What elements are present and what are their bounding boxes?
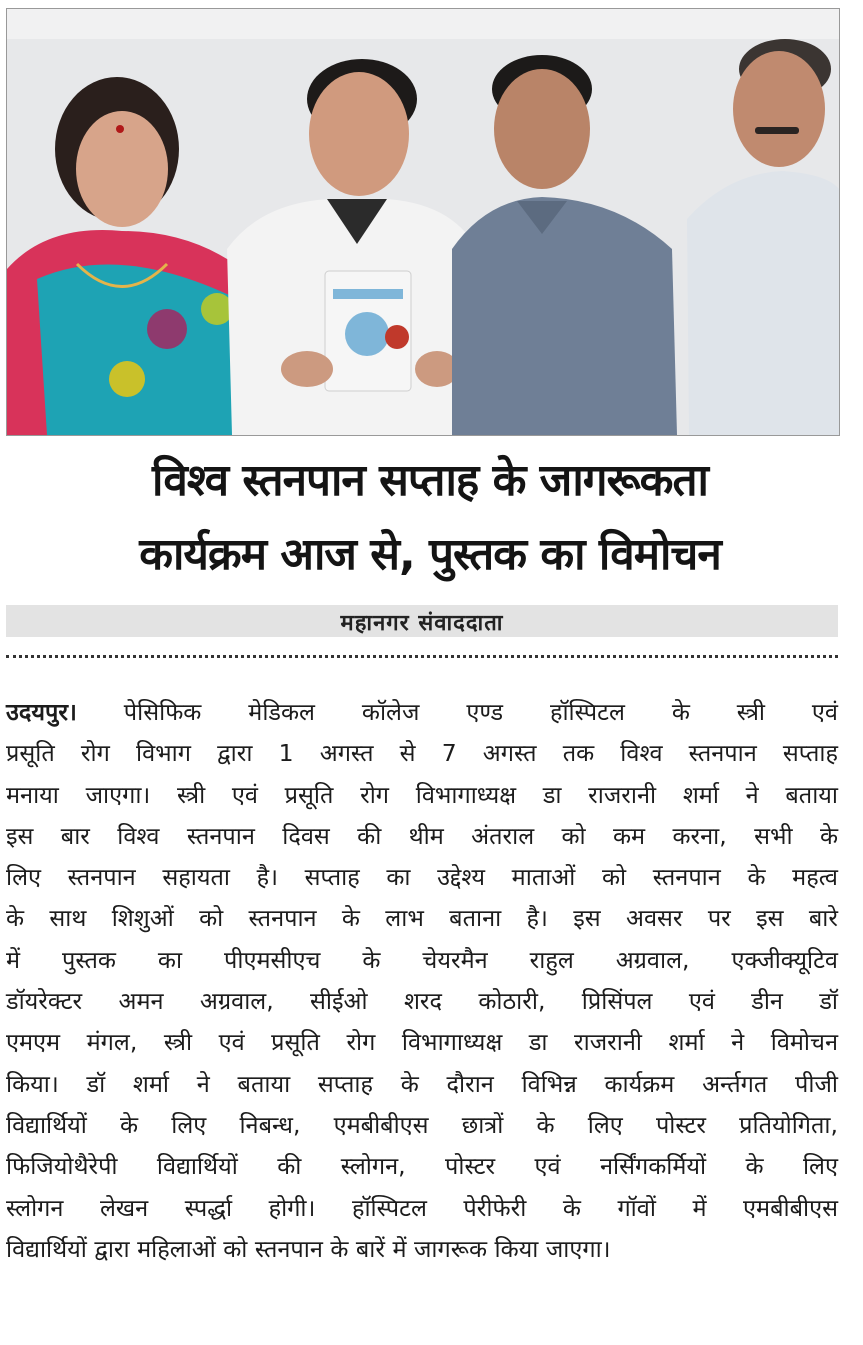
article-line: लिए स्तनपान सहायता है। सप्ताह का उद्देश्य माताओं को स्तनपान के महत्व — [6, 863, 838, 892]
byline: महानगर संवाददाता — [340, 611, 504, 636]
article-line-text: पेसिफिक मेडिकल कॉलेज एण्ड हॉस्पिटल के स्त्री एवं — [76, 698, 838, 726]
dateline: उदयपुर। — [6, 698, 77, 726]
headline-line-2: कार्यक्रम आज से, पुस्तक का विमोचन — [139, 529, 721, 580]
headline-line-1: विश्व स्तनपान सप्ताह के जागरूकता — [152, 455, 708, 506]
article-line: मनाया जाएगा। स्त्री एवं प्रसूति रोग विभागाध्यक्ष डा राजरानी शर्मा ने बताया — [6, 780, 838, 809]
article-line: फिजियोथैरेपी विद्यार्थियों की स्लोगन, पोस्टर एवं नर्सिंगकर्मियों के लिए — [6, 1152, 838, 1181]
dotted-divider — [6, 655, 838, 658]
article-line — [6, 692, 838, 733]
article-line: विद्यार्थियों द्वारा महिलाओं को स्तनपान के बारें में जागरूक किया जाएगा। — [6, 1234, 611, 1263]
article-body — [6, 692, 838, 1270]
article-line: के साथ शिशुओं को स्तनपान के लाभ बताना है। इस अवसर पर इस बारे — [6, 904, 838, 933]
article-line: प्रसूति रोग विभाग द्वारा 1 अगस्त से 7 अगस्त तक विश्व स्तनपान सप्ताह — [6, 739, 838, 768]
group-photo-illustration — [7, 9, 839, 435]
article-line: इस बार विश्व स्तनपान दिवस की थीम अंतराल को कम करना, सभी के — [6, 821, 838, 850]
news-photo — [6, 8, 840, 436]
article-line: में पुस्तक का पीएमसीएच के चेयरमैन राहुल अग्रवाल, एक्जीक्यूटिव — [6, 945, 838, 974]
article-line: किया। डॉ शर्मा ने बताया सप्ताह के दौरान विभिन्न कार्यक्रम अर्न्तगत पीजी — [6, 1069, 838, 1098]
article-line: विद्यार्थियों के लिए निबन्ध, एमबीबीएस छात्रों के लिए पोस्टर प्रतियोगिता, — [6, 1110, 838, 1139]
article-line: डॉयरेक्टर अमन अग्रवाल, सीईओ शरद कोठारी, प्रिसिंपल एवं डीन डॉ — [6, 987, 838, 1016]
byline-bar — [6, 605, 838, 637]
article-line: एमएम मंगल, स्त्री एवं प्रसूति रोग विभागाध्यक्ष डा राजरानी शर्मा ने विमोचन — [6, 1028, 838, 1057]
article-line: स्लोगन लेखन स्पर्द्धा होगी। हॉस्पिटल पेरीफेरी के गॉवों में एमबीबीएस — [6, 1193, 838, 1222]
